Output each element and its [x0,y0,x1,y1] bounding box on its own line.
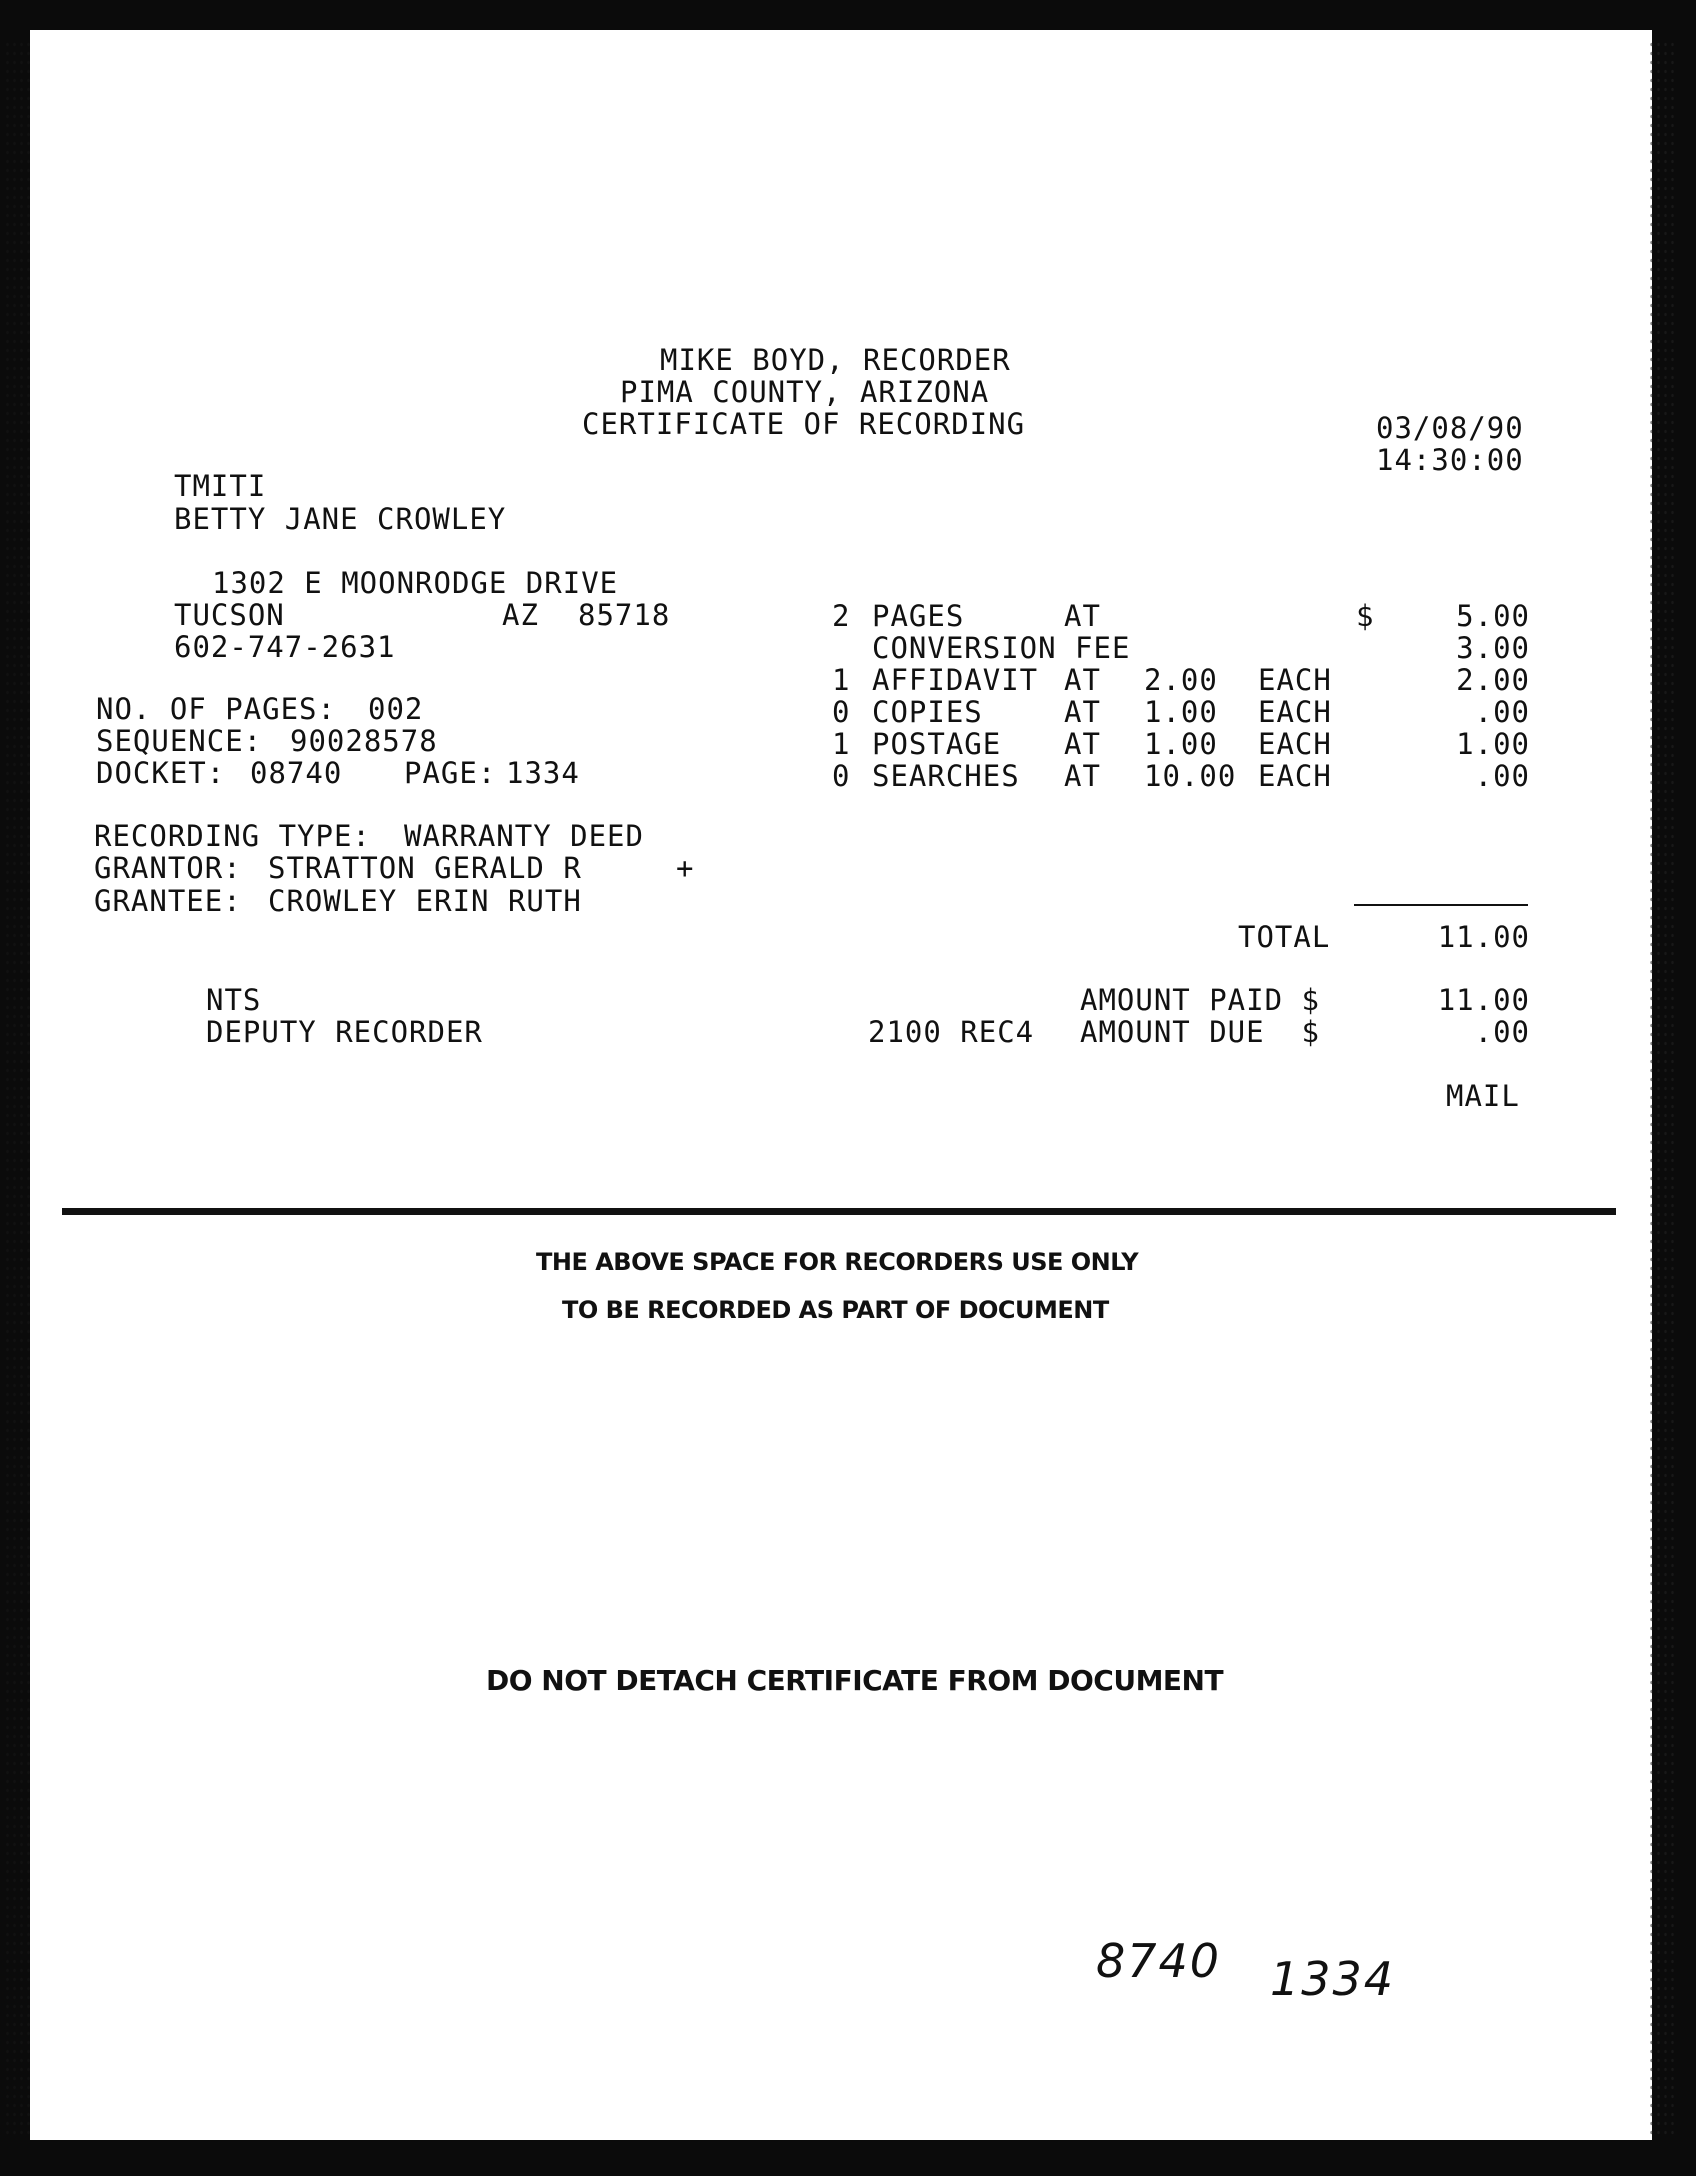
fee-amount: .00 [1474,759,1530,793]
recording-type-value: WARRANTY DEED [404,819,644,853]
total-rule [1354,904,1528,906]
county-state: PIMA COUNTY, ARIZONA [620,375,990,409]
addressee-name: BETTY JANE CROWLEY [174,502,507,536]
fee-amount: 1.00 [1456,727,1530,761]
fee-item: SEARCHES [872,759,1020,793]
fee-qty: 0 [832,759,851,793]
amount-paid: 11.00 [1437,983,1530,1017]
fee-qty: 1 [832,663,851,697]
page-value: 1334 [506,756,580,790]
docket-label: DOCKET: [96,756,226,790]
fee-rate: 2.00 [1144,663,1218,697]
fee-amount: 5.00 [1456,599,1530,633]
fee-qty: 0 [832,695,851,729]
handwritten-page: 1334 [1270,1952,1396,2006]
section-divider [62,1208,1616,1215]
notice-do-not-detach: DO NOT DETACH CERTIFICATE FROM DOCUMENT [486,1664,1224,1697]
fee-amount: 2.00 [1456,663,1530,697]
addressee-zip: 85718 [578,598,671,632]
grantor-value: STRATTON GERALD R [268,851,582,885]
certificate-title: CERTIFICATE OF RECORDING [582,407,1026,441]
notice-recorders-use: THE ABOVE SPACE FOR RECORDERS USE ONLY [536,1248,1139,1276]
sequence-value: 90028578 [290,724,438,758]
grantee-label: GRANTEE: [94,884,242,918]
fee-item: COPIES [872,695,983,729]
addressee-state: AZ [502,598,539,632]
amount-paid-label: AMOUNT PAID $ [1080,983,1320,1017]
addressee-code: TMITI [174,469,267,503]
fee-currency: $ [1356,599,1375,633]
delivery-method: MAIL [1446,1079,1520,1113]
grantor-mark: + [676,851,695,885]
fee-qty: 1 [832,727,851,761]
recording-date: 03/08/90 [1376,411,1524,445]
grantee-value: CROWLEY ERIN RUTH [268,884,582,918]
fee-each: EACH [1258,759,1332,793]
grantor-label: GRANTOR: [94,851,242,885]
fee-each: EACH [1258,663,1332,697]
pages-label: NO. OF PAGES: [96,692,336,726]
fee-rate: 10.00 [1144,759,1237,793]
fee-amount: .00 [1474,695,1530,729]
fee-item: AFFIDAVIT [872,663,1039,697]
scan-edge-left [4,40,30,2136]
addressee-city: TUCSON [174,598,285,632]
fee-at: AT [1064,599,1101,633]
fee-item: CONVERSION FEE [872,631,1131,665]
fee-each: EACH [1258,695,1332,729]
deputy-title: DEPUTY RECORDER [206,1015,483,1049]
fee-rate: 1.00 [1144,727,1218,761]
fee-rate: 1.00 [1144,695,1218,729]
fee-at: AT [1064,727,1101,761]
total-amount: 11.00 [1437,920,1530,954]
fee-at: AT [1064,759,1101,793]
fee-at: AT [1064,663,1101,697]
pages-value: 002 [368,692,424,726]
fee-item: PAGES [872,599,965,633]
sequence-label: SEQUENCE: [96,724,263,758]
fee-amount: 3.00 [1456,631,1530,665]
handwritten-docket: 8740 [1096,1934,1222,1988]
recorder-name: MIKE BOYD, RECORDER [660,343,1011,377]
docket-value: 08740 [250,756,343,790]
recording-type-label: RECORDING TYPE: [94,819,371,853]
total-label: TOTAL [1238,920,1331,954]
fee-each: EACH [1258,727,1332,761]
addressee-street: 1302 E MOONRODGE DRIVE [212,566,619,600]
fee-at: AT [1064,695,1101,729]
recording-time: 14:30:00 [1376,443,1524,477]
fee-qty: 2 [832,599,851,633]
page-label: PAGE: [404,756,497,790]
scan-edge-right [1648,40,1674,2136]
notice-part-of-document: TO BE RECORDED AS PART OF DOCUMENT [562,1296,1109,1324]
amount-due-label: AMOUNT DUE $ [1080,1015,1320,1049]
amount-due: .00 [1474,1015,1530,1049]
register-code: 2100 REC4 [868,1015,1035,1049]
deputy-initials: NTS [206,983,262,1017]
addressee-phone: 602-747-2631 [174,630,396,664]
fee-item: POSTAGE [872,727,1002,761]
